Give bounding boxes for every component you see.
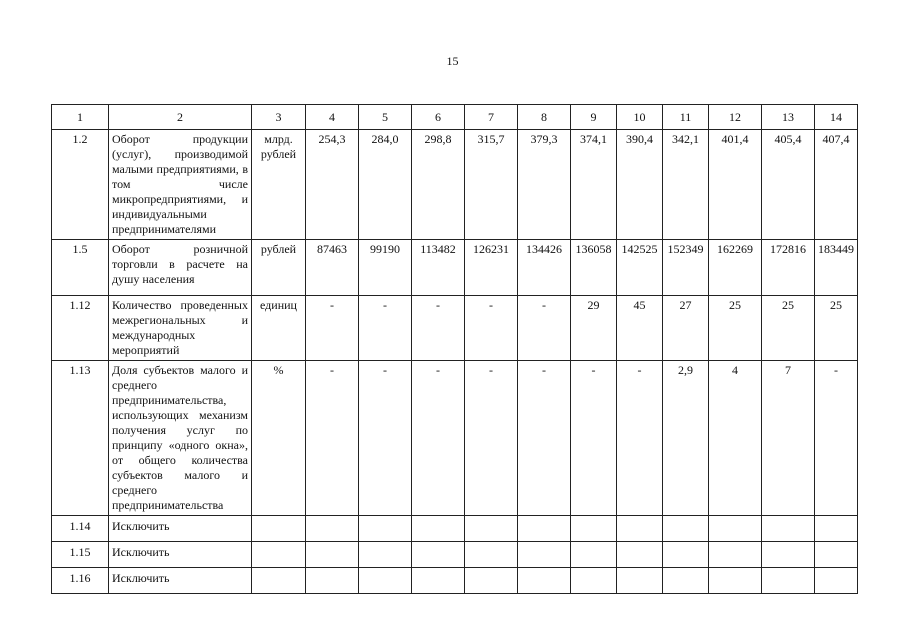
value-cell: 342,1 — [663, 130, 709, 240]
row-unit — [252, 568, 306, 594]
value-cell: 25 — [762, 296, 815, 361]
value-cell: 126231 — [465, 240, 518, 296]
row-code: 1.2 — [52, 130, 109, 240]
value-cell — [571, 568, 617, 594]
value-cell — [465, 516, 518, 542]
value-cell: - — [306, 361, 359, 516]
value-cell: 407,4 — [815, 130, 858, 240]
table-row — [52, 240, 858, 296]
value-cell: 134426 — [518, 240, 571, 296]
table-header-row — [52, 105, 858, 130]
value-cell: - — [412, 361, 465, 516]
value-cell — [815, 568, 858, 594]
value-cell: 315,7 — [465, 130, 518, 240]
header-cell: 12 — [709, 105, 762, 130]
header-cell: 2 — [109, 105, 252, 130]
row-code: 1.15 — [52, 542, 109, 568]
row-code: 1.13 — [52, 361, 109, 516]
row-unit: единиц — [252, 296, 306, 361]
value-cell: 374,1 — [571, 130, 617, 240]
value-cell — [518, 542, 571, 568]
value-cell — [518, 516, 571, 542]
row-unit: рублей — [252, 240, 306, 296]
value-cell — [306, 542, 359, 568]
value-cell: - — [306, 296, 359, 361]
value-cell: 379,3 — [518, 130, 571, 240]
value-cell — [359, 516, 412, 542]
value-cell — [412, 542, 465, 568]
value-cell: 25 — [815, 296, 858, 361]
value-cell: - — [465, 296, 518, 361]
value-cell: 113482 — [412, 240, 465, 296]
value-cell — [465, 568, 518, 594]
table-row — [52, 296, 858, 361]
value-cell — [762, 568, 815, 594]
value-cell — [617, 542, 663, 568]
indicator-table — [51, 104, 858, 594]
row-unit: % — [252, 361, 306, 516]
row-unit: млрд. рублей — [252, 130, 306, 240]
value-cell: 7 — [762, 361, 815, 516]
value-cell: 2,9 — [663, 361, 709, 516]
value-cell: - — [617, 361, 663, 516]
value-cell — [518, 568, 571, 594]
value-cell: - — [815, 361, 858, 516]
value-cell — [815, 542, 858, 568]
value-cell: - — [359, 296, 412, 361]
table-row — [52, 516, 858, 542]
value-cell: - — [465, 361, 518, 516]
value-cell — [617, 568, 663, 594]
value-cell — [359, 542, 412, 568]
value-cell — [709, 568, 762, 594]
value-cell — [663, 568, 709, 594]
header-cell: 1 — [52, 105, 109, 130]
value-cell: 390,4 — [617, 130, 663, 240]
header-cell: 5 — [359, 105, 412, 130]
row-description: Исключить — [109, 568, 252, 594]
page-number: 15 — [446, 54, 459, 68]
value-cell: 172816 — [762, 240, 815, 296]
header-cell: 8 — [518, 105, 571, 130]
value-cell: 254,3 — [306, 130, 359, 240]
value-cell: 25 — [709, 296, 762, 361]
value-cell: 401,4 — [709, 130, 762, 240]
value-cell: 136058 — [571, 240, 617, 296]
header-cell: 14 — [815, 105, 858, 130]
value-cell: 99190 — [359, 240, 412, 296]
value-cell — [663, 542, 709, 568]
value-cell: 29 — [571, 296, 617, 361]
value-cell — [762, 516, 815, 542]
table-row — [52, 130, 858, 240]
header-cell: 3 — [252, 105, 306, 130]
row-code: 1.16 — [52, 568, 109, 594]
table-row — [52, 568, 858, 594]
header-cell: 4 — [306, 105, 359, 130]
table-row — [52, 361, 858, 516]
value-cell: 183449 — [815, 240, 858, 296]
row-description: Оборот розничной торговли в расчете на душу населения — [109, 240, 252, 296]
row-description: Количество проведенных межрегиональных и международных мероприятий — [109, 296, 252, 361]
header-cell: 13 — [762, 105, 815, 130]
value-cell — [571, 542, 617, 568]
value-cell: 45 — [617, 296, 663, 361]
row-code: 1.5 — [52, 240, 109, 296]
value-cell: - — [518, 296, 571, 361]
value-cell — [617, 516, 663, 542]
value-cell — [359, 568, 412, 594]
value-cell: - — [359, 361, 412, 516]
value-cell — [815, 516, 858, 542]
row-description: Оборот продукции (услуг), производимой малыми предприятиями, в том числе микропредприятиями, и индивидуальными предпринимателями — [109, 130, 252, 240]
row-description: Исключить — [109, 542, 252, 568]
row-unit — [252, 516, 306, 542]
header-cell: 9 — [571, 105, 617, 130]
value-cell — [306, 516, 359, 542]
value-cell: - — [571, 361, 617, 516]
value-cell: 4 — [709, 361, 762, 516]
value-cell — [709, 516, 762, 542]
row-code: 1.14 — [52, 516, 109, 542]
value-cell: - — [412, 296, 465, 361]
row-unit — [252, 542, 306, 568]
header-cell: 7 — [465, 105, 518, 130]
header-cell: 10 — [617, 105, 663, 130]
value-cell: 298,8 — [412, 130, 465, 240]
row-description: Исключить — [109, 516, 252, 542]
header-cell: 11 — [663, 105, 709, 130]
value-cell: 142525 — [617, 240, 663, 296]
value-cell — [571, 516, 617, 542]
value-cell: 284,0 — [359, 130, 412, 240]
value-cell — [663, 516, 709, 542]
value-cell — [412, 568, 465, 594]
value-cell: 152349 — [663, 240, 709, 296]
value-cell — [412, 516, 465, 542]
value-cell — [465, 542, 518, 568]
value-cell: 87463 — [306, 240, 359, 296]
header-cell: 6 — [412, 105, 465, 130]
value-cell: 27 — [663, 296, 709, 361]
row-description: Доля субъектов малого и среднего предпринимательства, использующих механизм получения услуг по принципу «одного окна», от общего количества субъектов малого и среднего предпринимательства — [109, 361, 252, 516]
value-cell: 162269 — [709, 240, 762, 296]
value-cell — [762, 542, 815, 568]
value-cell — [306, 568, 359, 594]
value-cell: 405,4 — [762, 130, 815, 240]
row-code: 1.12 — [52, 296, 109, 361]
value-cell — [709, 542, 762, 568]
value-cell: - — [518, 361, 571, 516]
table-row — [52, 542, 858, 568]
